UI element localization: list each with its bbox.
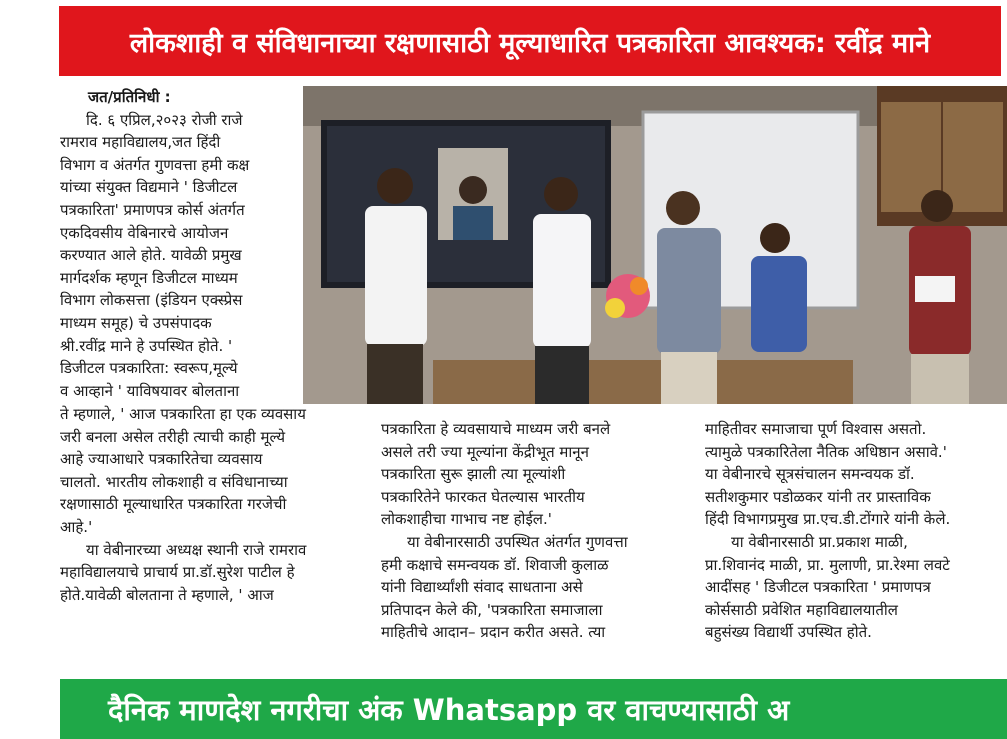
col1-line: व आव्हाने ' याविषयावर बोलताना [60, 381, 240, 400]
col3b-line: या वेबीनारसाठी प्रा.प्रकाश माळी, [731, 532, 908, 551]
col3b-line: कोर्ससाठी प्रवेशित महाविद्यालयातील [705, 600, 898, 619]
col3-line: या वेबीनारचे सूत्रसंचालन समन्वयक डॉ. [705, 465, 915, 484]
col1-line: रामराव महाविद्यालय,जत हिंदी [60, 133, 221, 152]
col1-line: डिजीटल पत्रकारिता: स्वरूप,मूल्ये [60, 359, 238, 378]
col3b-line: आदींसह ' डिजीटल पत्रकारिता ' प्रमाणपत्र [705, 578, 931, 597]
col3-line: त्यामुळे पत्रकारितेला नैतिक अधिष्ठान असावे.' [705, 442, 947, 461]
article-column-1-lower [60, 403, 365, 606]
banner-text: दैनिक माणदेश नगरीचा अंक Whatsapp वर वाचण्यासाठी अ [108, 692, 790, 727]
col1c-line: या वेबीनारच्या अध्यक्ष स्थानी राजे रामराव [86, 540, 307, 559]
headline [59, 6, 1001, 76]
article-column-3 [705, 418, 1002, 644]
col2-line: पत्रकारितेने फारकत घेतल्यास भारतीय [381, 487, 585, 506]
col1-line: दि. ६ एप्रिल,२०२३ रोजी राजे [86, 110, 243, 129]
article-column-2 [381, 418, 685, 644]
article-column-1 [60, 86, 292, 402]
col2b-line: हमी कक्षाचे समन्वयक डॉ. शिवाजी कुलाळ [381, 555, 609, 574]
byline: जत/प्रतिनिधी : [88, 88, 171, 106]
col1b-line: जरी बनला असेल तरीही त्याची काही मूल्ये [60, 427, 286, 446]
col1-line: पत्रकारिता' प्रमाणपत्र कोर्स अंतर्गत [60, 200, 245, 219]
event-photo [303, 86, 1007, 404]
whatsapp-banner [60, 679, 1007, 739]
col1-line: विभाग लोकसत्ता (इंडियन एक्स्प्रेस [60, 291, 243, 310]
col3b-line: बहुसंख्य विद्यार्थी उपस्थित होते. [705, 623, 872, 642]
col3-line: माहितीवर समाजाचा पूर्ण विश्वास असतो. [705, 420, 927, 438]
col1-line: यांच्या संयुक्त विद्यमाने ' डिजीटल [60, 178, 238, 197]
col2b-line: या वेबीनारसाठी उपस्थित अंतर्गत गुणवत्ता [407, 532, 628, 551]
col1b-line: चालतो. भारतीय लोकशाही व संविधानाच्या [60, 472, 288, 491]
col1-line: एकदिवसीय वेबिनारचे आयोजन [60, 223, 229, 242]
col1c-line: महाविद्यालयाचे प्राचार्य प्रा.डॉ.सुरेश पाटील हे [60, 563, 295, 582]
col1-line: माध्यम समूह) चे उपसंपादक [60, 313, 212, 332]
col3b-line: प्रा.शिवानंद माळी, प्रा. मुलाणी, प्रा.रेश्मा लवटे [705, 555, 950, 574]
col2-line: असले तरी ज्या मूल्यांना केंद्रीभूत मानून [381, 442, 589, 461]
col1b-line: रक्षणासाठी मूल्याधारित पत्रकारिता गरजेची [60, 495, 287, 514]
col2b-line: यांनी विद्यार्थ्यांशी संवाद साधताना असे [381, 578, 583, 597]
col2b-line: प्रतिपादन केले की, 'पत्रकारिता समाजाला [381, 600, 603, 619]
col1b-line: आहे ज्याआधारे पत्रकारितेचा व्यवसाय [60, 450, 263, 469]
col1c-line: होते.यावेळी बोलताना ते म्हणाले, ' आज [60, 585, 274, 604]
col1-line: मार्गदर्शक म्हणून डिजीटल माध्यम [60, 268, 238, 287]
col1-line: करण्यात आले होते. यावेळी प्रमुख [60, 246, 242, 265]
col3-line: हिंदी विभागप्रमुख प्रा.एच.डी.टोंगारे यांनी केले. [705, 510, 951, 529]
col1-line: विभाग व अंतर्गत गुणवत्ता हमी कक्ष [60, 155, 250, 174]
col2b-line: माहितीचे आदान– प्रदान करीत असते. त्या [381, 623, 606, 642]
col1b-line: ते म्हणाले, ' आज पत्रकारिता हा एक व्यवसाय [60, 405, 306, 423]
col1b-line: आहे.' [60, 517, 93, 536]
event-photo-illustration [303, 86, 1007, 404]
col3-line: सतीशकुमार पडोळकर यांनी तर प्रास्ताविक [705, 487, 931, 506]
col2-line: लोकशाहीचा गाभाच नष्ट होईल.' [381, 510, 552, 529]
col1-line: श्री.रवींद्र माने हे उपस्थित होते. ' [60, 336, 233, 355]
col2-line: पत्रकारिता सुरू झाली त्या मूल्यांशी [381, 465, 566, 484]
col2-line: पत्रकारिता हे व्यवसायाचे माध्यम जरी बनले [381, 420, 611, 438]
headline-text: लोकशाही व संविधानाच्या रक्षणासाठी मूल्याधारित पत्रकारिता आवश्यक: रवींद्र माने [129, 27, 931, 59]
